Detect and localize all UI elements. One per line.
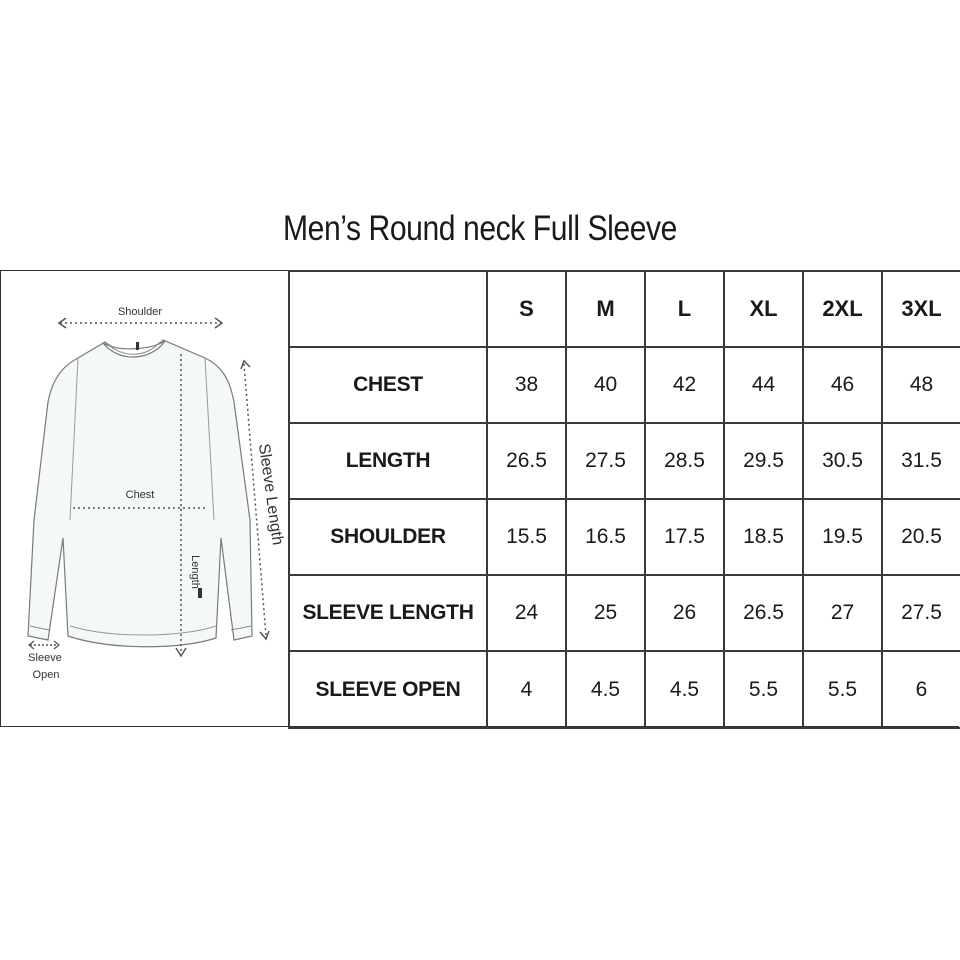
table-row-shoulder [289,499,960,575]
table-cell: 26.5 [487,423,566,499]
table-cell: 17.5 [645,499,724,575]
table-row-length [289,423,960,499]
row-label-sleeve-open: SLEEVE OPEN [289,651,487,728]
row-label-chest: CHEST [289,347,487,423]
table-cell: 26.5 [724,575,803,651]
shirt-diagram [0,270,289,727]
table-cell: 15.5 [487,499,566,575]
table-cell: 18.5 [724,499,803,575]
size-header-3xl: 3XL [882,271,960,347]
page-title: Men’s Round neck Full Sleeve [283,209,677,248]
table-cell: 20.5 [882,499,960,575]
table-cell: 27.5 [882,575,960,651]
size-header-l: L [645,271,724,347]
chest-label: Chest [125,489,155,501]
table-cell: 4.5 [566,651,645,728]
table-cell: 19.5 [803,499,882,575]
table-cell: 42 [645,347,724,423]
table-cell: 44 [724,347,803,423]
table-cell: 4 [487,651,566,728]
size-header-xl: XL [724,271,803,347]
table-cell: 29.5 [724,423,803,499]
size-header-2xl: 2XL [803,271,882,347]
size-header-row [289,271,960,347]
table-cell: 26 [645,575,724,651]
shirt-measurement-figure [0,270,289,727]
size-header-m: M [566,271,645,347]
sleeve-open-label-line2: Open [32,669,60,681]
size-table [288,270,960,729]
row-label-sleeve-length: SLEEVE LENGTH [289,575,487,651]
table-cell: 25 [566,575,645,651]
table-cell: 38 [487,347,566,423]
table-cell: 46 [803,347,882,423]
table-cell: 5.5 [803,651,882,728]
table-cell: 40 [566,347,645,423]
table-cell: 48 [882,347,960,423]
table-cell: 28.5 [645,423,724,499]
table-row-sleeve-length [289,575,960,651]
corner-cell [289,271,487,347]
table-cell: 6 [882,651,960,728]
length-label: Length [189,555,201,589]
table-cell: 30.5 [803,423,882,499]
table-cell: 16.5 [566,499,645,575]
table-row-sleeve-open [289,651,960,728]
sleeve-length-label: Sleeve Length [254,442,286,547]
table-cell: 5.5 [724,651,803,728]
table-row-chest [289,347,960,423]
table-cell: 27.5 [566,423,645,499]
shoulder-label: Shoulder [117,306,163,318]
table-cell: 27 [803,575,882,651]
row-label-length: LENGTH [289,423,487,499]
table-cell: 31.5 [882,423,960,499]
size-header-s: S [487,271,566,347]
table-cell: 4.5 [645,651,724,728]
sleeve-open-label-line1: Sleeve [28,652,62,664]
row-label-shoulder: SHOULDER [289,499,487,575]
table-cell: 24 [487,575,566,651]
